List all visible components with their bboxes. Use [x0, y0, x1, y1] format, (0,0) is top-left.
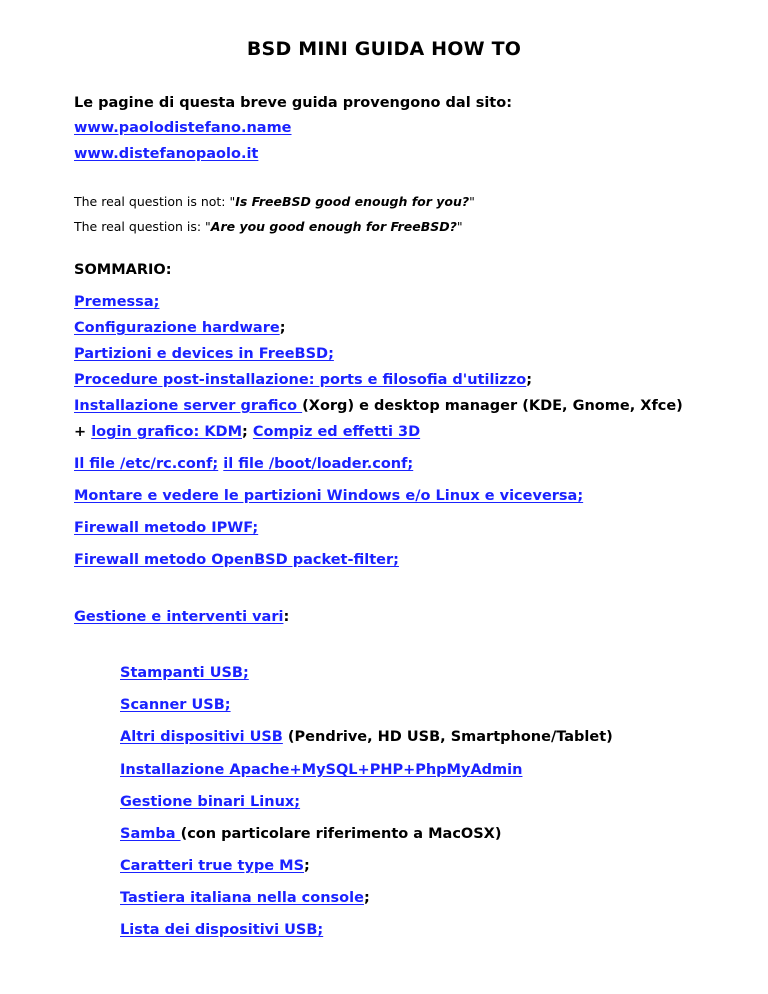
quote-line-1: The real question is not: "Is FreeBSD good enough for you?" — [74, 194, 475, 209]
toc-item-server-grafico: Installazione server grafico (Xorg) e desktop manager (KDE, Gnome, Xfce) — [74, 398, 683, 414]
toc-item-partizioni — [74, 346, 334, 362]
toc-item-rc-conf — [74, 456, 413, 472]
toc-item-hardware: Configurazione hardware; — [74, 320, 286, 336]
gestione-link[interactable]: Gestione e interventi vari — [74, 609, 284, 625]
intro-text: Le pagine di questa breve guida provengono dal sito: — [74, 95, 513, 111]
sub-item-scanner — [120, 697, 231, 713]
rc-conf-link[interactable]: Il file /etc/rc.conf; — [74, 456, 219, 472]
premessa-semicolon-link[interactable]: ; — [153, 294, 160, 310]
toc-item-post-installazione: Procedure post-installazione: ports e filosofia d'utilizzo; — [74, 372, 533, 388]
toc-item-montare — [74, 488, 583, 504]
sub-item-tastiera: Tastiera italiana nella console; — [120, 890, 370, 906]
login-grafico-link[interactable]: login grafico: KDM — [91, 424, 243, 440]
sub-item-apache — [120, 762, 522, 778]
altri-dispositivi-link[interactable]: Altri dispositivi USB — [120, 729, 283, 745]
sommario-heading: SOMMARIO: — [74, 262, 172, 278]
firewall-ipfw-link[interactable]: Firewall metodo IPWF; — [74, 520, 259, 536]
post-installazione-link[interactable]: Procedure post-installazione: ports e filosofia d'utilizzo — [74, 372, 527, 388]
montare-partizioni-link[interactable]: Montare e vedere le partizioni Windows e/o Linux e viceversa; — [74, 488, 584, 504]
stampanti-usb-link[interactable]: Stampanti USB; — [120, 665, 249, 681]
scanner-usb-link[interactable]: Scanner USB; — [120, 697, 231, 713]
toc-item-ipfw — [74, 520, 258, 536]
sub-item-altri-dispositivi: Altri dispositivi USB (Pendrive, HD USB, Smartphone/Tablet) — [120, 729, 613, 745]
tastiera-italiana-link[interactable]: Tastiera italiana nella console — [120, 890, 364, 906]
toc-item-pf — [74, 552, 399, 568]
binari-linux-link[interactable]: Gestione binari Linux; — [120, 794, 301, 810]
loader-conf-link[interactable]: il file /boot/loader.conf; — [223, 456, 414, 472]
toc-item-login-grafico: + login grafico: KDM; Compiz ed effetti 3D — [74, 424, 421, 440]
toc-item-gestione: Gestione e interventi vari: — [74, 609, 290, 625]
toc-item-premessa — [74, 294, 159, 310]
site-link-paolodistefano[interactable]: www.paolodistefano.name — [74, 120, 292, 136]
quote-line-2: The real question is: "Are you good enough for FreeBSD?" — [74, 219, 463, 234]
hardware-link[interactable]: Configurazione hardware — [74, 320, 280, 336]
sub-item-stampanti — [120, 665, 249, 681]
caratteri-ttf-link[interactable]: Caratteri true type MS — [120, 858, 305, 874]
server-grafico-link[interactable]: Installazione server grafico — [74, 398, 303, 414]
lista-dispositivi-usb-link[interactable]: Lista dei dispositivi USB; — [120, 922, 324, 938]
sub-item-binari-linux — [120, 794, 300, 810]
firewall-pf-link[interactable]: Firewall metodo OpenBSD packet-filter; — [74, 552, 399, 568]
samba-link[interactable]: Samba — [120, 826, 181, 842]
partizioni-link[interactable]: Partizioni e devices in FreeBSD; — [74, 346, 334, 362]
site-link-distefanopaolo[interactable]: www.distefanopaolo.it — [74, 146, 259, 162]
compiz-link[interactable]: Compiz ed effetti 3D — [252, 424, 421, 440]
sub-item-lista-usb — [120, 922, 323, 938]
sub-item-caratteri: Caratteri true type MS; — [120, 858, 310, 874]
page-title: BSD MINI GUIDA HOW TO — [246, 38, 522, 60]
premessa-link[interactable]: Premessa — [74, 294, 154, 310]
apache-mysql-link[interactable]: Installazione Apache+MySQL+PHP+PhpMyAdmin — [120, 762, 523, 778]
sub-item-samba: Samba (con particolare riferimento a MacOSX) — [120, 826, 502, 842]
